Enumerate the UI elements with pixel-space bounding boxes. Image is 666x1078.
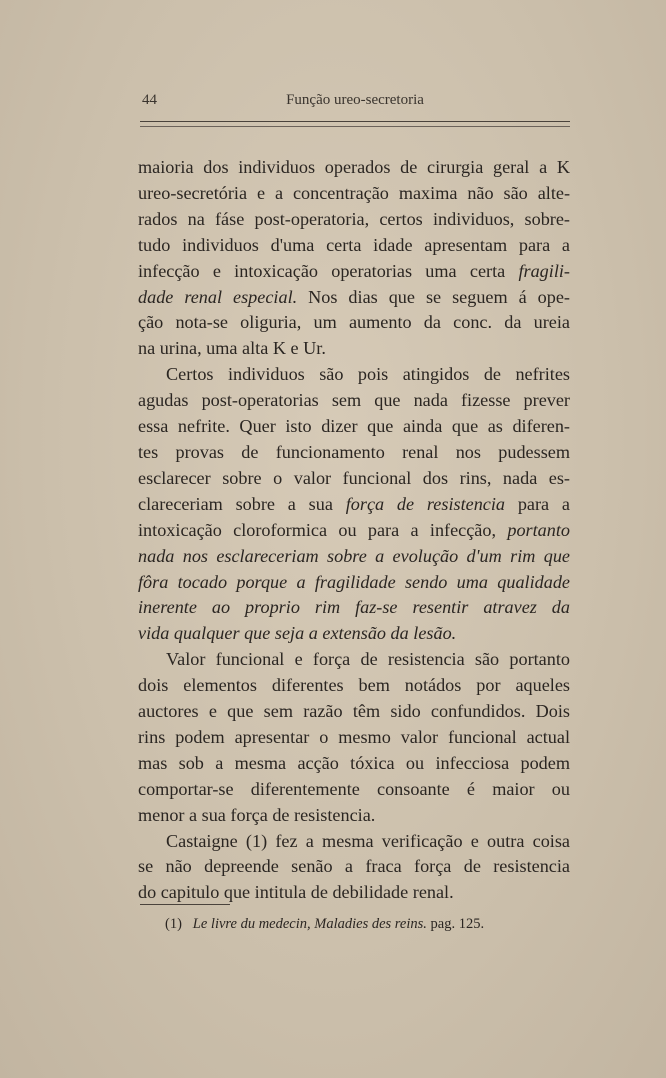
- footnote-source: Le livre du medecin, Maladies des reins.: [192, 916, 427, 932]
- body-text: [138, 155, 570, 906]
- text-line: [138, 699, 570, 725]
- text-segment: Nos dias que se seguem á ope-: [297, 286, 570, 307]
- text-segment: essa nefrite. Quer isto dizer que ainda que as diferen-: [138, 416, 570, 437]
- text-line: [138, 595, 570, 621]
- italic-text: portanto: [507, 519, 570, 540]
- text-segment: tudo individuos d'uma certa idade apresentam para a: [138, 234, 570, 255]
- footnote-marker: (1): [165, 916, 182, 932]
- italic-text: fragili-: [518, 260, 570, 281]
- text-line: [138, 854, 570, 880]
- text-segment: rins podem apresentar o mesmo valor funcional actual: [138, 726, 570, 747]
- text-segment: esclarecer sobre o valor funcional dos rins, nada es-: [138, 467, 570, 488]
- text-line: [138, 362, 570, 388]
- text-line: [138, 388, 570, 414]
- text-segment: infecção e intoxicação operatorias uma certa: [138, 260, 519, 281]
- italic-text: dade renal especial.: [138, 286, 298, 307]
- text-line: [138, 777, 570, 803]
- text-segment: do capitulo que intitula de debilidade renal.: [138, 882, 454, 903]
- text-line: [138, 673, 570, 699]
- italic-text: fôra tocado porque a fragilidade sendo uma qualidade: [138, 571, 570, 592]
- text-line: [138, 285, 570, 311]
- text-line: [138, 647, 570, 673]
- text-segment: na urina, uma alta K e Ur.: [138, 338, 326, 359]
- italic-text: nada nos esclareceriam sobre a evolução d'um rim que: [138, 545, 570, 566]
- text-line: [138, 725, 570, 751]
- header-rule: [140, 121, 570, 122]
- text-segment: intoxicação cloroformica ou para a infecção,: [138, 519, 508, 540]
- text-segment: agudas post-operatorias sem que nada fizesse prever: [138, 390, 570, 411]
- italic-text: vida qualquer que seja a extensão da lesão.: [138, 623, 457, 644]
- text-segment: ureo-secretória e a concentração maxima não são alte-: [138, 182, 570, 203]
- text-line: [138, 880, 570, 906]
- italic-text: inerente ao proprio rim faz-se resentir atravez da: [138, 597, 570, 618]
- text-segment: comportar-se diferentemente consoante é maior ou: [138, 778, 570, 799]
- text-line: [138, 414, 570, 440]
- text-segment: menor a sua força de resistencia.: [138, 804, 376, 825]
- text-line: [138, 492, 570, 518]
- text-line: [138, 518, 570, 544]
- header-rule-secondary: [140, 126, 570, 127]
- text-line: [138, 310, 570, 336]
- text-line: [138, 259, 570, 285]
- text-line: [138, 621, 570, 647]
- text-line: [138, 570, 570, 596]
- text-line: [138, 155, 570, 181]
- text-line: [138, 181, 570, 207]
- text-line: [138, 207, 570, 233]
- text-line: [138, 233, 570, 259]
- text-segment: maioria dos individuos operados de cirurgia geral a K: [138, 157, 570, 177]
- text-line: [138, 466, 570, 492]
- text-line: [138, 336, 570, 362]
- running-title: Função ureo-secretoria: [286, 92, 424, 108]
- text-segment: se não depreende senão a fraca força de resistencia: [138, 856, 570, 877]
- page-header: [140, 92, 570, 114]
- text-segment: mas sob a mesma acção tóxica ou infecciosa podem: [138, 752, 570, 773]
- text-line: [138, 803, 570, 829]
- text-segment: clareceriam sobre a sua: [138, 493, 346, 514]
- text-line: [138, 829, 570, 855]
- footnote: [165, 916, 565, 933]
- text-segment: ção nota-se oliguria, um aumento da conc. da ureia: [138, 312, 570, 333]
- text-segment: auctores e que sem razão têm sido confundidos. Dois: [138, 701, 570, 722]
- text-segment: para a: [505, 493, 571, 514]
- text-segment: tes provas de funcionamento renal nos pudessem: [138, 441, 570, 462]
- text-segment: rados na fáse post-operatoria, certos individuos, sobre-: [138, 208, 570, 229]
- text-line: [138, 544, 570, 570]
- footnote-page-ref: pag. 125.: [430, 916, 485, 932]
- text-line: [138, 751, 570, 777]
- footnote-rule: [140, 904, 230, 905]
- text-segment: Castaigne (1) fez a mesma verificação e outra coisa: [166, 830, 570, 851]
- text-segment: Valor funcional e força de resistencia são portanto: [166, 649, 570, 670]
- page-number: 44: [142, 92, 157, 108]
- italic-text: força de resistencia: [345, 493, 506, 514]
- text-segment: Certos individuos são pois atingidos de nefrites: [166, 364, 570, 385]
- text-segment: dois elementos diferentes bem notádos por aqueles: [138, 675, 570, 696]
- text-line: [138, 440, 570, 466]
